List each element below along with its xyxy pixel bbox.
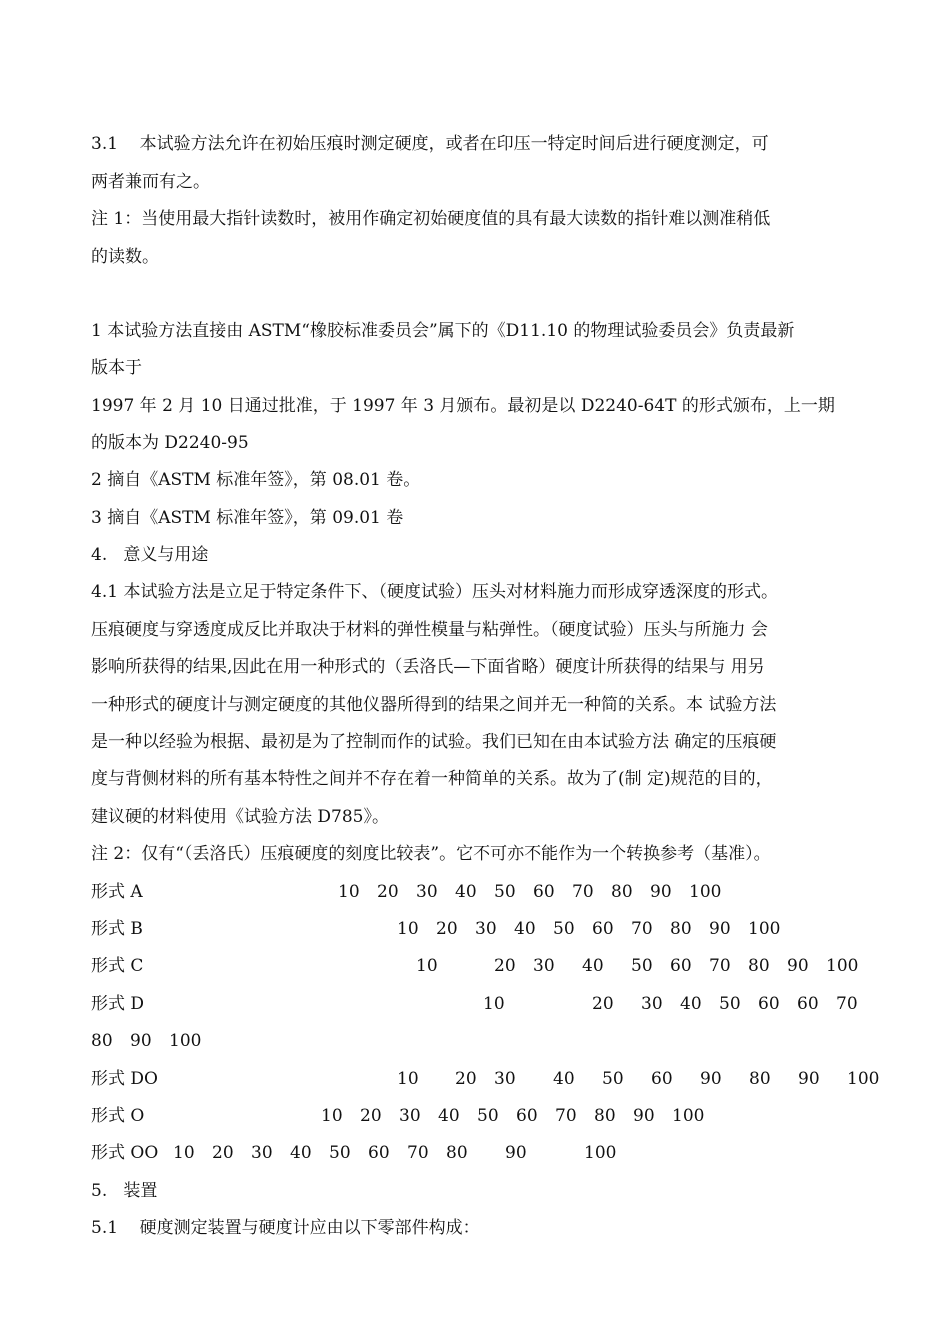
scale-value: 10 bbox=[416, 956, 438, 976]
scale-value: 30 bbox=[251, 1143, 273, 1163]
scale-value: 10 bbox=[173, 1143, 195, 1163]
paragraph-5-1: 5.1 硬度测定装置与硬度计应由以下零部件构成： bbox=[91, 1218, 480, 1238]
scale-value: 60 bbox=[797, 994, 819, 1014]
scale-value: 100 bbox=[689, 882, 722, 902]
scale-value: 60 bbox=[670, 956, 692, 976]
scale-value: 50 bbox=[553, 919, 575, 939]
scale-row-label: 形式 DO bbox=[91, 1069, 158, 1089]
scale-value: 40 bbox=[680, 994, 702, 1014]
scale-value: 60 bbox=[592, 919, 614, 939]
scale-value: 60 bbox=[758, 994, 780, 1014]
scale-value: 30 bbox=[416, 882, 438, 902]
scale-value: 10 bbox=[338, 882, 360, 902]
scale-row-label: 形式 O bbox=[91, 1106, 145, 1126]
scale-value: 20 bbox=[377, 882, 399, 902]
scale-value: 20 bbox=[592, 994, 614, 1014]
scale-value: 90 bbox=[505, 1143, 527, 1163]
scale-value: 20 bbox=[436, 919, 458, 939]
scale-row bbox=[0, 1142, 950, 1164]
paragraph-3-1-line: 3.1 本试验方法允许在初始压痕时测定硬度，或者在印压一特定时间后进行硬度测定，可 bbox=[91, 134, 769, 154]
scale-value: 30 bbox=[494, 1069, 516, 1089]
scale-value: 70 bbox=[407, 1143, 429, 1163]
scale-row-label: 形式 B bbox=[91, 919, 143, 939]
scale-row bbox=[0, 918, 950, 940]
footnote-2: 2 摘自《ASTM 标准年签》，第 08.01 卷。 bbox=[91, 470, 421, 490]
note-1-line: 的读数。 bbox=[91, 247, 159, 267]
paragraph-4-1-line: 是一种以经验为根据、最初是为了控制而作的试验。我们已知在由本试验方法 确定的压痕硬 bbox=[91, 732, 777, 752]
scale-value: 20 bbox=[360, 1106, 382, 1126]
scale-value: 70 bbox=[836, 994, 858, 1014]
scale-value: 20 bbox=[212, 1143, 234, 1163]
scale-value: 80 bbox=[594, 1106, 616, 1126]
footnote-3: 3 摘自《ASTM 标准年签》，第 09.01 卷 bbox=[91, 508, 404, 528]
paragraph-3-1-line: 两者兼而有之。 bbox=[91, 172, 210, 192]
paragraph-4-1-line: 影响所获得的结果,因此在用一种形式的（丢洛氏—下面省略）硬度计所获得的结果与 用另 bbox=[91, 657, 765, 677]
scale-value: 90 bbox=[633, 1106, 655, 1126]
scale-value: 60 bbox=[516, 1106, 538, 1126]
paragraph-4-1-line: 压痕硬度与穿透度成反比并取决于材料的弹性模量与粘弹性。（硬度试验）压头与所施力 会 bbox=[91, 620, 768, 640]
scale-value: 70 bbox=[709, 956, 731, 976]
section-5-heading: 5. 装置 bbox=[91, 1181, 158, 1201]
scale-value: 40 bbox=[582, 956, 604, 976]
scale-value: 10 bbox=[321, 1106, 343, 1126]
scale-value: 60 bbox=[368, 1143, 390, 1163]
scale-value: 30 bbox=[475, 919, 497, 939]
scale-value: 20 bbox=[455, 1069, 477, 1089]
footnote-1-line: 1 本试验方法直接由 ASTM“橡胶标准委员会”属下的《D11.10 的物理试验委员会》负责最新 bbox=[91, 321, 795, 341]
scale-row-label: 形式 A bbox=[91, 882, 143, 902]
scale-value: 10 bbox=[483, 994, 505, 1014]
scale-row-continuation bbox=[0, 1030, 950, 1052]
scale-value: 70 bbox=[631, 919, 653, 939]
paragraph-4-1-line: 一种形式的硬度计与测定硬度的其他仪器所得到的结果之间并无一种简的关系。本 试验方法 bbox=[91, 695, 777, 715]
scale-value: 50 bbox=[602, 1069, 624, 1089]
scale-value: 80 bbox=[748, 956, 770, 976]
scale-row bbox=[0, 993, 950, 1015]
scale-row-label: 形式 OO bbox=[91, 1143, 159, 1163]
scale-value: 30 bbox=[533, 956, 555, 976]
scale-value: 40 bbox=[290, 1143, 312, 1163]
scale-value: 90 bbox=[798, 1069, 820, 1089]
scale-value: 100 bbox=[584, 1143, 617, 1163]
scale-value: 50 bbox=[719, 994, 741, 1014]
footnote-1-line: 版本于 bbox=[91, 358, 142, 378]
scale-row bbox=[0, 1105, 950, 1127]
scale-value: 100 bbox=[826, 956, 859, 976]
note-2: 注 2：仅有“（丢洛氏）压痕硬度的刻度比较表”。它不可亦不能作为一个转换参考（基准）。 bbox=[91, 844, 771, 864]
scale-value: 40 bbox=[514, 919, 536, 939]
paragraph-4-1-line: 度与背侧材料的所有基本特性之间并不存在着一种简单的关系。故为了(制 定)规范的目的， bbox=[91, 769, 773, 789]
scale-value: 90 bbox=[700, 1069, 722, 1089]
paragraph-4-1-line: 建议硬的材料使用《试验方法 D785》。 bbox=[91, 807, 389, 827]
scale-value: 60 bbox=[651, 1069, 673, 1089]
scale-value: 90 bbox=[709, 919, 731, 939]
scale-value: 50 bbox=[631, 956, 653, 976]
section-4-heading: 4. 意义与用途 bbox=[91, 545, 209, 565]
scale-row bbox=[0, 955, 950, 977]
scale-value: 20 bbox=[494, 956, 516, 976]
scale-value: 30 bbox=[399, 1106, 421, 1126]
scale-value: 100 bbox=[847, 1069, 880, 1089]
scale-value: 100 bbox=[672, 1106, 705, 1126]
scale-value: 50 bbox=[494, 882, 516, 902]
scale-value: 90 bbox=[787, 956, 809, 976]
scale-value: 80 bbox=[670, 919, 692, 939]
scale-value: 50 bbox=[329, 1143, 351, 1163]
footnote-1-line: 的版本为 D2240-95 bbox=[91, 433, 249, 453]
scale-value: 80 bbox=[446, 1143, 468, 1163]
scale-value: 90 bbox=[650, 882, 672, 902]
scale-value: 40 bbox=[438, 1106, 460, 1126]
scale-row bbox=[0, 881, 950, 903]
scale-value: 70 bbox=[572, 882, 594, 902]
scale-row-label: 形式 C bbox=[91, 956, 144, 976]
scale-value: 80 bbox=[611, 882, 633, 902]
scale-value: 30 bbox=[641, 994, 663, 1014]
scale-value: 10 bbox=[397, 919, 419, 939]
scale-value: 40 bbox=[455, 882, 477, 902]
scale-value: 70 bbox=[555, 1106, 577, 1126]
scale-value: 40 bbox=[553, 1069, 575, 1089]
scale-value: 10 bbox=[397, 1069, 419, 1089]
scale-value: 80 bbox=[91, 1031, 113, 1051]
scale-row-label: 形式 D bbox=[91, 994, 145, 1014]
scale-value: 80 bbox=[749, 1069, 771, 1089]
scale-value: 90 bbox=[130, 1031, 152, 1051]
footnote-1-line: 1997 年 2 月 10 日通过批准，于 1997 年 3 月颁布。最初是以 D2240-64T 的形式颁布，上一期 bbox=[91, 396, 835, 416]
scale-value: 60 bbox=[533, 882, 555, 902]
scale-row bbox=[0, 1068, 950, 1090]
note-1-line: 注 1：当使用最大指针读数时，被用作确定初始硬度值的具有最大读数的指针难以测准稍低 bbox=[91, 209, 771, 229]
paragraph-4-1-line: 4.1 本试验方法是立足于特定条件下、（硬度试验）压头对材料施力而形成穿透深度的形式。 bbox=[91, 582, 778, 602]
scale-value: 100 bbox=[169, 1031, 202, 1051]
scale-value: 50 bbox=[477, 1106, 499, 1126]
scale-value: 100 bbox=[748, 919, 781, 939]
